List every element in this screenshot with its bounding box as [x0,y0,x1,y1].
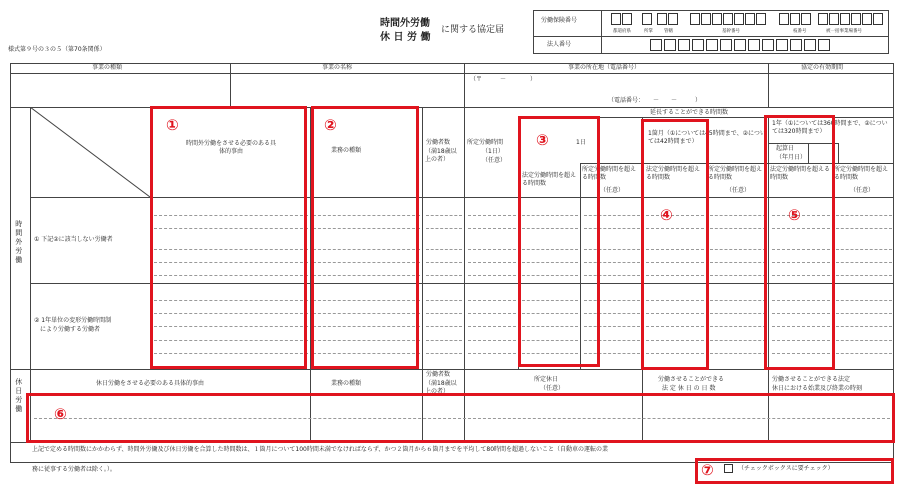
checkbox-note: （チェックボックスに要チェック） [738,465,834,472]
entry-line[interactable] [710,215,766,216]
annotation-6: ⑥ [54,405,67,423]
entry-line[interactable] [468,228,516,229]
entry-line[interactable] [836,249,892,250]
insurance-digit-box[interactable] [734,13,744,25]
entry-line[interactable] [468,262,516,263]
statutory-hours-sub2: （任意） [482,157,507,164]
entry-line[interactable] [468,249,516,250]
statutory-holiday-days-2: 法 定 休 日 の 日 数 [662,385,716,392]
entry-line[interactable] [426,300,462,301]
overtime-work-type-header: 業務の種類 [331,147,362,154]
insurance-digit-box[interactable] [701,13,711,25]
statutory-hours-header: 所定労働時間 [467,139,504,146]
entry-line[interactable] [426,326,462,327]
entry-line[interactable] [426,249,462,250]
overtime-worker-count-header: 労働者数 [426,139,451,146]
statutory-holiday-hours-1: 労働させることができる法定 [772,376,851,383]
insurance-digit-box[interactable] [690,13,700,25]
annotation-5: ⑤ [788,206,801,224]
entry-line[interactable] [836,340,892,341]
day-header: 1日 [576,139,586,146]
title-holiday: 休 日 労 働 [380,32,431,43]
start-date-label: 起算日 [776,145,795,152]
row-b-label-1: ② 1年単位の変形労働時間制 [34,317,112,324]
insurance-digit-box[interactable] [657,13,667,25]
business-name-field[interactable] [231,73,463,107]
entry-line[interactable] [836,353,892,354]
entry-line[interactable] [710,249,766,250]
corporate-digit-box[interactable] [790,39,802,51]
month-exceed-statutory: 法定労働時間を超える時間数 [646,166,701,181]
entry-line[interactable] [710,228,766,229]
insurance-digit-box[interactable] [829,13,839,25]
overtime-reason-header: 時間外労働をさせる必要のある具体的事由 [186,140,277,155]
overtime-side-label: 時間外労働 [14,220,23,265]
year-optional: （任意） [850,187,875,194]
insurance-digit-box[interactable] [801,13,811,25]
sub-label-kankatsu: 管轄 [664,29,673,34]
corporate-digit-box[interactable] [734,39,746,51]
holiday-worker-count-sub: （満18歳以上の者） [425,380,457,395]
sub-label-kikan: 基幹番号 [722,29,740,34]
postal-code-field[interactable]: （〒 － ） [470,76,537,83]
insurance-digit-box[interactable] [622,13,632,25]
insurance-digit-box[interactable] [756,13,766,25]
highlight-box-7 [695,458,894,484]
highlight-box-2 [311,106,419,369]
highlight-box-5 [764,115,835,370]
validity-period-header: 協定の有効期間 [801,64,844,71]
year-exceed-statutory: 法定労働時間を超える時間数 [770,166,831,181]
holiday-reason-header: 休日労働をさせる必要のある具体的事由 [96,380,205,387]
corporate-digit-box[interactable] [776,39,788,51]
holiday-side-label: 休日労働 [14,378,23,414]
corporate-digit-box[interactable] [706,39,718,51]
statutory-holiday-hours-2: 休日における始業及び終業の時刻 [772,385,863,392]
business-type-header: 事業の種類 [92,64,123,71]
entry-line[interactable] [468,215,516,216]
entry-line[interactable] [426,275,462,276]
row-a-label: ① 下記②に該当しない労働者 [34,236,113,243]
corporate-digit-box[interactable] [762,39,774,51]
entry-line[interactable] [710,275,766,276]
insurance-no-label: 労働保険番号 [541,17,578,24]
insurance-digit-box[interactable] [745,13,755,25]
corporate-digit-box[interactable] [818,39,830,51]
entry-line[interactable] [710,313,766,314]
holiday-worker-count-header: 労働者数 [426,371,451,378]
entry-line[interactable] [836,313,892,314]
corporate-digit-box[interactable] [650,39,662,51]
entry-line[interactable] [426,340,462,341]
day-optional: （任意） [600,187,625,194]
row-b-label-2: により労働する労働者 [40,326,101,333]
entry-line[interactable] [468,275,516,276]
insurance-digit-box[interactable] [668,13,678,25]
day-exceed-statutory: 法定労働時間を超える時間数 [522,172,577,187]
entry-line[interactable] [426,353,462,354]
entry-line[interactable] [836,215,892,216]
entry-line[interactable] [836,300,892,301]
month-exceed-prescribed: 所定労働時間を超える時間数 [708,166,763,181]
extendable-hours-header: 延長することができる時間数 [650,109,729,116]
insurance-digit-box[interactable] [712,13,722,25]
insurance-digit-box[interactable] [818,13,828,25]
entry-line[interactable] [426,215,462,216]
diagonal-header-line [30,107,150,197]
entry-line[interactable] [468,313,516,314]
entry-line[interactable] [836,275,892,276]
corporate-digit-box[interactable] [804,39,816,51]
annotation-1: ① [166,116,179,134]
prescribed-holiday-sub: （任意） [540,385,565,392]
statutory-holiday-days-1: 労働させることができる [658,376,725,383]
year-header: 1年（①については360時間まで、②については320時間まで） [772,120,888,135]
entry-line[interactable] [710,340,766,341]
business-location-header: 事業の所在地（電話番号） [568,64,641,71]
title-suffix: に関する協定届 [441,25,505,35]
sub-label-hiikkatsu: 被一括事業場番号 [826,29,862,34]
phone-field[interactable]: （電話番号： － － ） [608,97,702,104]
footer-note-line1: 上記で定める時間数にかかわらず、時間外労働及び休日労働を合算した時間数は、１箇月について100時間未満でなければならず、かつ２箇月から６箇月までを平均して80時間を超過しないこと（自動車の運転の業 [32,446,609,453]
entry-line[interactable] [468,300,516,301]
corporate-no-label: 法人番号 [547,41,572,48]
entry-line[interactable] [468,340,516,341]
entry-line[interactable] [836,262,892,263]
entry-line[interactable] [710,353,766,354]
insurance-digit-box[interactable] [611,13,621,25]
entry-line[interactable] [426,313,462,314]
holiday-work-type-header: 業務の種類 [331,380,362,387]
entry-line[interactable] [468,353,516,354]
day-exceed-prescribed: 所定労働時間を超える時間数 [582,166,637,181]
business-type-field[interactable] [10,73,230,107]
validity-period-field[interactable] [769,73,893,107]
insurance-digit-box[interactable] [840,13,850,25]
entry-line[interactable] [426,262,462,263]
corporate-digit-box[interactable] [664,39,676,51]
entry-line[interactable] [426,228,462,229]
sub-label-pref: 都道府県 [613,29,631,34]
insurance-digit-box[interactable] [723,13,733,25]
highlight-box-1 [150,106,307,369]
sub-label-eda: 枝番号 [793,29,807,34]
year-exceed-prescribed: 所定労働時間を超える時間数 [834,166,889,181]
entry-line[interactable] [836,228,892,229]
month-optional: （任意） [726,187,751,194]
highlight-box-4 [641,119,709,370]
title-overtime: 時間外労働 [380,18,430,29]
form-number: 様式第９号の３の５（第70条関係） [8,46,106,53]
corporate-digit-box[interactable] [678,39,690,51]
corporate-digit-box[interactable] [720,39,732,51]
overtime-worker-count-sub: （満18歳以上の者） [425,148,457,163]
corporate-digit-box[interactable] [692,39,704,51]
annotation-3: ③ [536,131,549,149]
insurance-digit-box[interactable] [873,13,883,25]
highlight-box-3 [518,116,600,367]
annotation-2: ② [324,116,337,134]
insurance-digit-box[interactable] [851,13,861,25]
entry-line[interactable] [710,300,766,301]
insurance-digit-box[interactable] [862,13,872,25]
entry-line[interactable] [710,262,766,263]
corporate-digit-box[interactable] [748,39,760,51]
sub-label-shosho: 所掌 [644,29,653,34]
annotation-4: ④ [660,206,673,224]
highlight-box-6 [26,393,895,443]
statutory-hours-sub1: （1日） [482,148,504,155]
business-name-header: 事業の名称 [322,64,353,71]
prescribed-holiday-header: 所定休日 [534,376,559,383]
insurance-digit-box[interactable] [642,13,652,25]
annotation-7: ⑦ [701,461,714,479]
insurance-digit-box[interactable] [790,13,800,25]
entry-line[interactable] [468,326,516,327]
entry-line[interactable] [836,326,892,327]
entry-line[interactable] [710,326,766,327]
footer-note-line2: 務に従事する労働者は除く。）。 [32,466,116,473]
month-header: 1箇月（①については45時間まで、②については42時間まで） [648,130,766,145]
insurance-digit-box[interactable] [779,13,789,25]
start-date-sub: （年月日） [776,154,807,161]
